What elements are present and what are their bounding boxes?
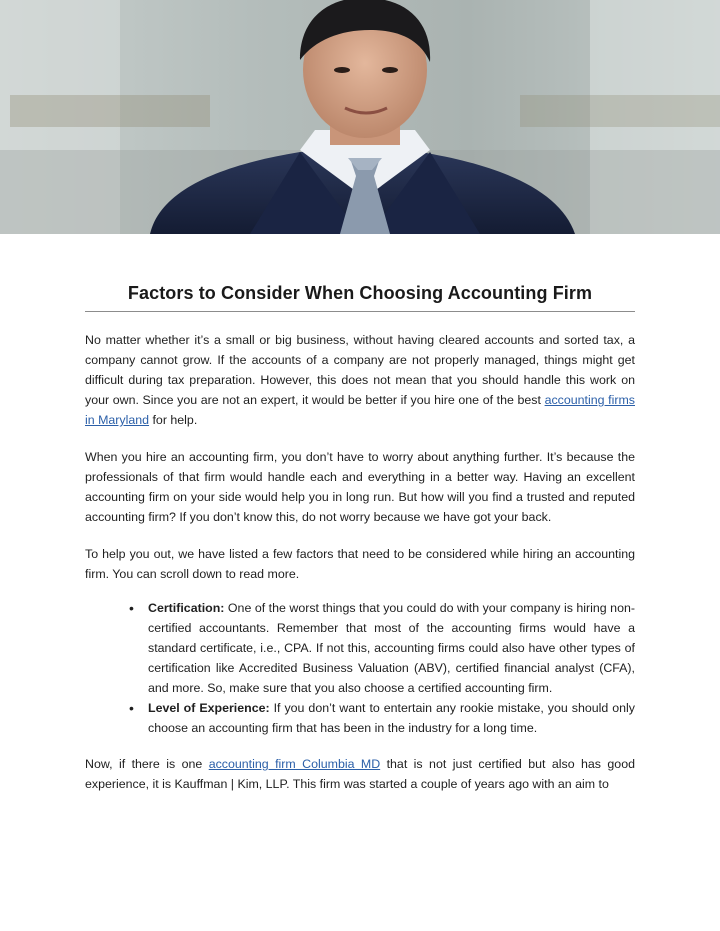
list-item-text: If you don’t want to entertain any rookie mistake, you should only choose an accounting firm that has been in the industry for a long time. [148, 701, 635, 735]
hero-photo [0, 0, 720, 234]
paragraph-intro-after: for help. [149, 413, 198, 427]
accounting-firms-maryland-link[interactable]: accounting firms in Maryland [85, 393, 635, 427]
page-title: Factors to Consider When Choosing Accounting Firm [85, 282, 635, 312]
portrait-photo-icon [0, 0, 720, 234]
list-item [129, 598, 635, 698]
list-item [129, 698, 635, 738]
bullet-icon: • [129, 600, 134, 616]
accounting-firm-columbia-link[interactable]: accounting firm Columbia MD [208, 757, 381, 771]
factor-list [85, 598, 635, 738]
paragraph-conclusion-after: that is not just certified but also has good experience, it is Kauffman | Kim, LLP. This firm was started a couple of years ago with an aim to [85, 757, 635, 791]
paragraph-hire: When you hire an accounting firm, you don’t have to worry about anything further. It’s because the professionals of that firm would handle each and everything in a better way. Having an excellent accounting firm on your side would help you in long run. But how will you find a trusted and reputed accounting firm? If you don’t know this, do not worry because we have got your back. [85, 450, 635, 524]
paragraph-conclusion [85, 754, 635, 794]
paragraph-conclusion-before: Now, if there is one [85, 757, 209, 771]
list-item-text: One of the worst things that you could do with your company is hiring non-certified accountants. Remember that most of the accounting firms would have a standard certificate, i.e., CPA. If not this, accounting firms could also have other types of certification like Accredited Business Valuation (ABV), certified financial analyst (CFA), and more. So, make sure that you also choose a certified accounting firm. [148, 601, 635, 695]
document-body [85, 282, 635, 794]
paragraph-factors: To help you out, we have listed a few factors that need to be considered while hiring an accounting firm. You can scroll down to read more. [85, 547, 635, 581]
paragraph-intro [85, 330, 635, 430]
paragraph-intro-text: No matter whether it’s a small or big business, without having cleared accounts and sorted tax, a company cannot grow. If the accounts of a company are not properly managed, things might get difficult during tax preparation. However, this does not mean that you should handle this work on your own. Since you are not an expert, it would be better if you hire one of the best [85, 333, 635, 407]
list-item-label: Level of Experience: [148, 701, 270, 715]
list-item-label: Certification: [148, 601, 225, 615]
bullet-icon: • [129, 700, 134, 716]
